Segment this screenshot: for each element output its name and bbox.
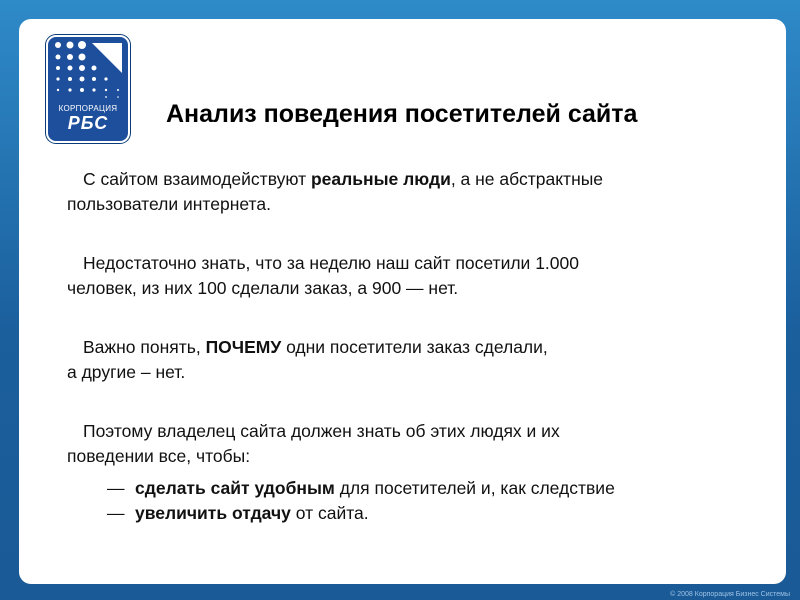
paragraph-1-pre: С сайтом взаимодействуют — [83, 169, 311, 189]
bullet-list — [67, 476, 767, 526]
paragraph-2-line2: человек, из них 100 сделали заказ, а 900 — нет. — [67, 278, 459, 298]
paragraph-4-line2: поведении все, чтобы: — [67, 446, 251, 466]
bullet-2-bold: увеличить отдачу — [135, 503, 291, 523]
paragraph-2-line1: Недостаточно знать, что за неделю наш сайт посетили 1.000 — [83, 253, 579, 273]
paragraph-1-post: , а не абстрактные — [450, 169, 604, 189]
paragraph-1-bold: реальные люди — [310, 169, 451, 189]
logo — [46, 35, 130, 143]
bullet-2-text: от сайта. — [290, 503, 369, 523]
paragraph-3-post: одни посетители заказ сделали, — [281, 337, 548, 357]
slide-card — [19, 19, 786, 584]
slide-title: Анализ поведения посетителей сайта — [166, 100, 638, 128]
paragraph-4 — [67, 419, 767, 469]
paragraph-3-line2: а другие – нет. — [67, 362, 186, 382]
paragraph-3 — [67, 335, 767, 385]
paragraph-4-line1: Поэтому владелец сайта должен знать об этих людях и их — [83, 421, 560, 441]
paragraph-2 — [67, 251, 767, 301]
paragraph-3-pre: Важно понять, — [83, 337, 206, 357]
bullet-1-bold: сделать сайт удобным — [135, 478, 335, 498]
slide-body — [67, 167, 767, 526]
logo-subtitle: КОРПОРАЦИЯ — [58, 104, 118, 113]
logo-name: РБС — [67, 113, 109, 133]
dash-icon: — — [107, 478, 125, 498]
bullet-item — [67, 476, 767, 501]
paragraph-1-line2: пользователи интернета. — [67, 194, 271, 214]
footer-copyright: © 2008 Корпорация Бизнес Системы — [670, 591, 790, 598]
bullet-1-text: для посетителей и, как следствие — [334, 478, 615, 498]
logo-dots-icon — [48, 37, 128, 105]
bullet-item — [67, 501, 767, 526]
dash-icon: — — [107, 503, 125, 523]
paragraph-1 — [67, 167, 767, 217]
paragraph-3-bold: ПОЧЕМУ — [205, 337, 282, 357]
